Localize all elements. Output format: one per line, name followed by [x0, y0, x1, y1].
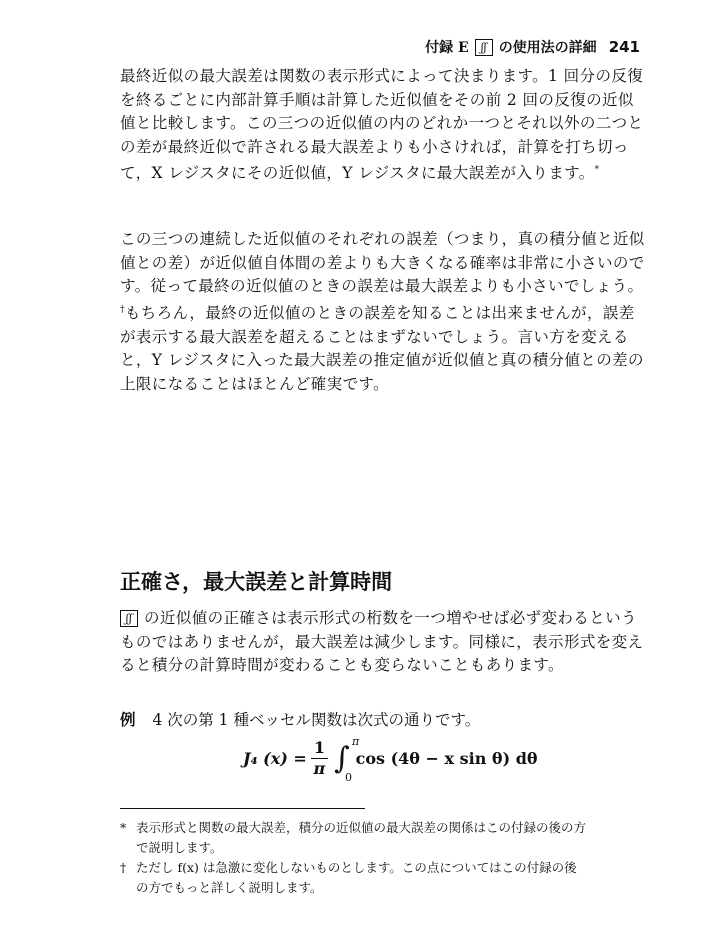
paragraph-error-probability	[120, 228, 645, 396]
footnote-asterisk	[120, 818, 660, 858]
paragraph-text-b: もちろん，最終の近似値のときの誤差を知ることは出来ませんが，誤差が表示する最大誤差を超えることはまずないでしょう。言い方を変えると，Y レジスタに入った最大誤差の推定値が近似値と真の積分値との差の上限になることはほとんど確実です。	[120, 303, 644, 393]
section-heading: 正確さ，最大誤差と計算時間	[120, 570, 393, 594]
footnote-dagger	[120, 858, 660, 898]
example-text: 4 次の第 1 種ベッセル関数は次式の通りです。	[152, 711, 481, 729]
integrate-key-icon: ʃʃ	[120, 610, 138, 627]
paragraph-text: 最終近似の最大誤差は関数の表示形式によって決まります。1 回分の反復を終るごとに内部計算手順は計算した近似値をその前 2 回の反復の近似値と比較します。この三つの近似値の内のどれか一つとそれ以外の二つとの差が最終近似で許される最大誤差よりも小さければ，計算を打ち切って，X レジスタにその近似値，Y レジスタに最大誤差が入ります。	[120, 67, 644, 183]
formula-fraction	[311, 738, 328, 779]
formula-lhs: J₄ (x) =	[243, 749, 307, 768]
footnote-ref-dagger: †	[120, 304, 125, 315]
paragraph-accuracy	[120, 607, 645, 678]
bessel-formula	[243, 735, 538, 784]
fraction-numerator: 1	[311, 738, 328, 759]
integral-upper-limit: π	[351, 735, 360, 748]
footnote-divider	[120, 808, 365, 809]
footnote-mark: †	[120, 860, 127, 875]
footnote-line: の方でもっと詳しく説明します。	[136, 880, 323, 895]
footnote-line: ただし f(x) は急激に変化しないものとします。この点についてはこの付録の後	[136, 860, 577, 875]
footnote-mark: *	[120, 820, 127, 835]
integral-lower-limit: 0	[344, 771, 352, 784]
footnote-line: 表示形式と関数の最大誤差，積分の近似値の最大誤差の関係はこの付録の後の方	[136, 820, 587, 835]
running-head	[425, 37, 640, 57]
integrate-key-icon: ʃʃ	[475, 39, 493, 56]
paragraph-text-a: この三つの連続した近似値のそれぞれの誤差（つまり，真の積分値と近似値との差）が近似値自体間の差よりも大きくなる確率は非常に小さいのです。従って最終の近似値のときの誤差は最大誤差よりも小さいでしょう。	[120, 230, 645, 296]
fraction-denominator: π	[313, 759, 326, 778]
page-number: 241	[608, 38, 640, 56]
appendix-label: 付録 E	[425, 40, 469, 56]
paragraph-text: の近似値の正確さは表示形式の桁数を一つ増やせば必ず変わるというものではありませんが，最大誤差は減少します。同様に，表示形式を変えると積分の計算時間が変わることも変らないこともあります。	[120, 609, 644, 675]
running-head-title: の使用法の詳細	[498, 40, 597, 56]
paragraph-max-error	[120, 65, 645, 186]
integral-sign-icon: ∫ π 0	[333, 735, 360, 784]
footnote-line: で説明します。	[136, 840, 223, 855]
footnote-ref-asterisk: *	[594, 165, 600, 176]
example-label: 例	[120, 710, 136, 729]
example-line	[120, 708, 480, 730]
formula-integrand: cos (4θ − x sin θ) dθ	[355, 749, 538, 768]
